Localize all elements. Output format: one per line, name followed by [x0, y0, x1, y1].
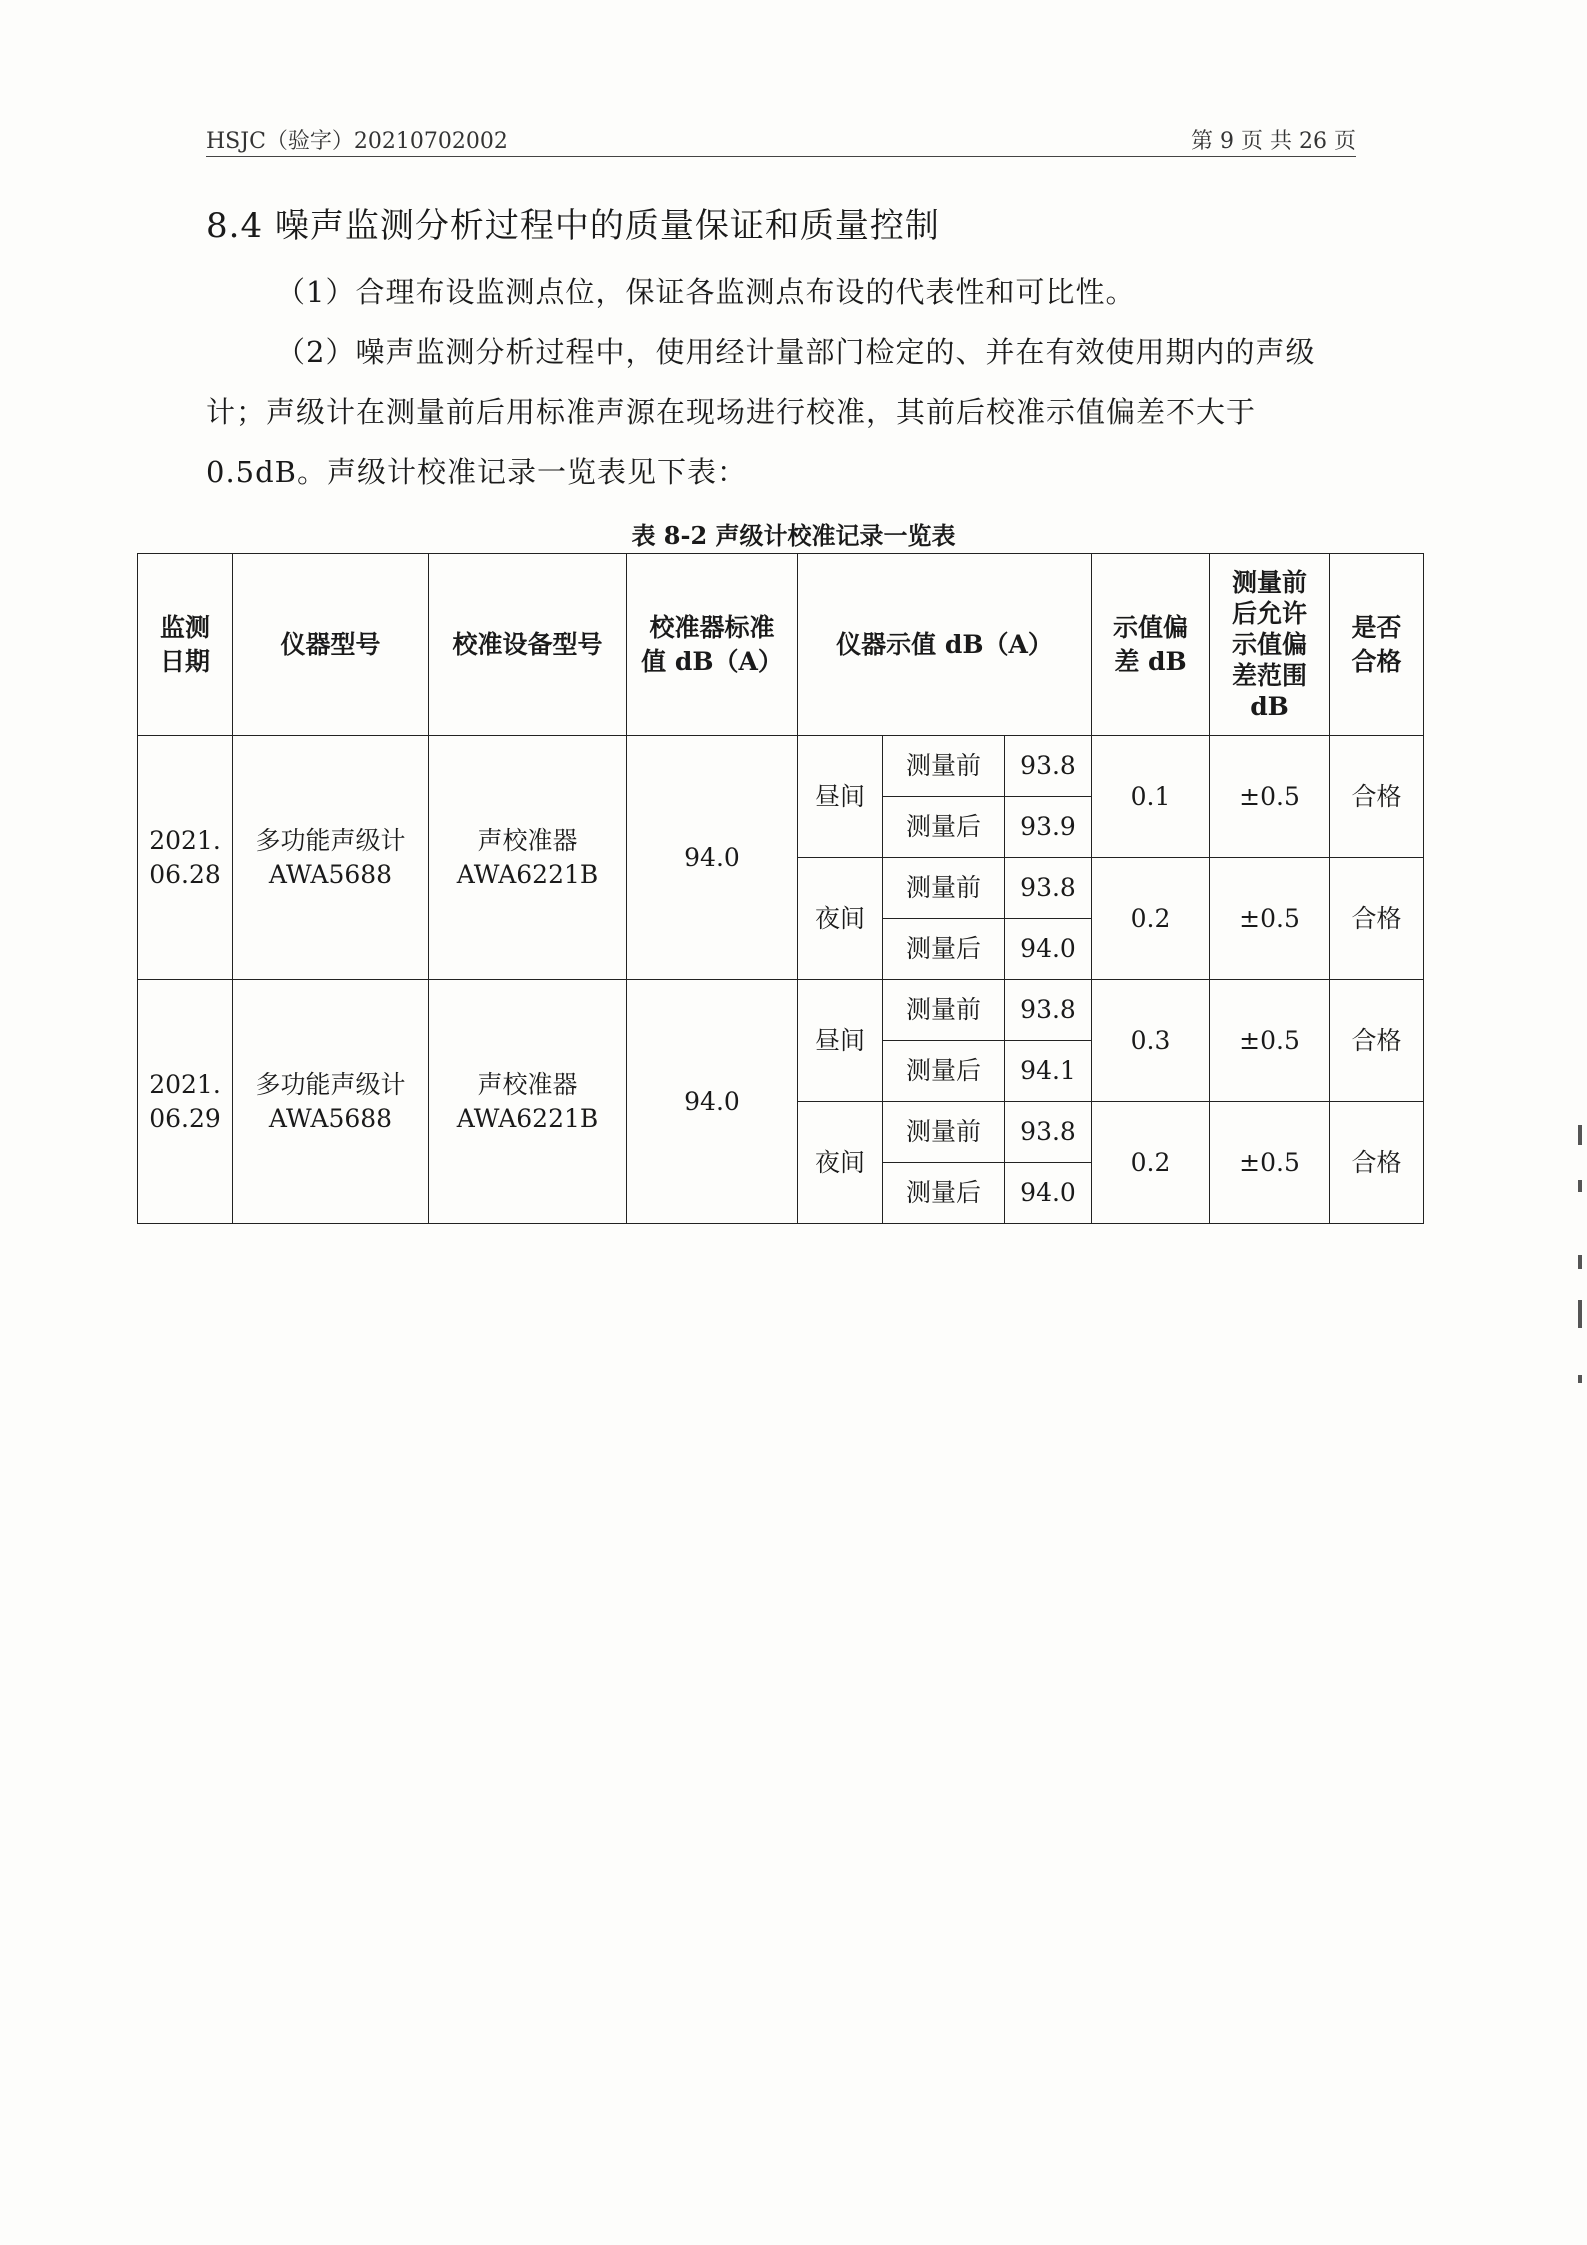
cell-before-value: 93.8 [1005, 980, 1092, 1041]
cell-after-value: 93.9 [1005, 797, 1092, 858]
cell-instrument: 多功能声级计 AWA5688 [233, 736, 429, 980]
cell-deviation: 0.2 [1092, 1102, 1210, 1224]
section-title: 8.4 噪声监测分析过程中的质量保证和质量控制 [206, 206, 940, 246]
cell-std-value: 94.0 [627, 736, 798, 980]
header-calibrator: 校准设备型号 [429, 554, 627, 736]
cell-period: 夜间 [798, 1102, 883, 1224]
scan-artifact [1578, 1300, 1582, 1328]
cell-allowed: ±0.5 [1210, 980, 1330, 1102]
header-allowed-range: 测量前 后允许 示值偏 差范围 dB [1210, 554, 1330, 736]
cell-calibrator: 声校准器 AWA6221B [429, 980, 627, 1224]
cell-before-label: 测量前 [883, 980, 1005, 1041]
cell-after-label: 测量后 [883, 1163, 1005, 1224]
paragraph-1: （1）合理布设监测点位，保证各监测点布设的代表性和可比性。 [276, 275, 1136, 309]
cell-after-value: 94.0 [1005, 919, 1092, 980]
cell-date: 2021. 06.28 [138, 736, 233, 980]
header-date: 监测 日期 [138, 554, 233, 736]
cell-allowed: ±0.5 [1210, 858, 1330, 980]
cell-pass: 合格 [1330, 980, 1424, 1102]
cell-pass: 合格 [1330, 1102, 1424, 1224]
header-std-value: 校准器标准 值 dB（A） [627, 554, 798, 736]
table-row [138, 980, 1424, 1041]
cell-deviation: 0.1 [1092, 736, 1210, 858]
cell-pass: 合格 [1330, 736, 1424, 858]
page-number: 第 9 页 共 26 页 [1191, 129, 1356, 154]
document-number: HSJC（验字）20210702002 [206, 129, 508, 154]
cell-before-label: 测量前 [883, 1102, 1005, 1163]
header-pass: 是否 合格 [1330, 554, 1424, 736]
header-deviation: 示值偏 差 dB [1092, 554, 1210, 736]
scan-artifact [1578, 1255, 1582, 1269]
cell-after-label: 测量后 [883, 919, 1005, 980]
cell-allowed: ±0.5 [1210, 736, 1330, 858]
table-row [138, 736, 1424, 797]
cell-deviation: 0.3 [1092, 980, 1210, 1102]
header-reading: 仪器示值 dB（A） [798, 554, 1092, 736]
cell-date: 2021. 06.29 [138, 980, 233, 1224]
cell-before-label: 测量前 [883, 736, 1005, 797]
cell-before-label: 测量前 [883, 858, 1005, 919]
cell-after-label: 测量后 [883, 1041, 1005, 1102]
cell-before-value: 93.8 [1005, 858, 1092, 919]
cell-period: 昼间 [798, 736, 883, 858]
header-instrument: 仪器型号 [233, 554, 429, 736]
cell-instrument: 多功能声级计 AWA5688 [233, 980, 429, 1224]
cell-allowed: ±0.5 [1210, 1102, 1330, 1224]
cell-period: 夜间 [798, 858, 883, 980]
scan-artifact [1578, 1125, 1582, 1145]
paragraph-2: （2）噪声监测分析过程中，使用经计量部门检定的、并在有效使用期内的声级计；声级计在测量前后用标准声源在现场进行校准，其前后校准示值偏差不大于0.5dB。声级计校准记录一览表见下表： [206, 335, 1316, 489]
page-header [206, 120, 1356, 157]
cell-calibrator: 声校准器 AWA6221B [429, 736, 627, 980]
calibration-table [137, 553, 1424, 1224]
cell-after-label: 测量后 [883, 797, 1005, 858]
scan-artifact [1578, 1375, 1582, 1383]
cell-period: 昼间 [798, 980, 883, 1102]
cell-before-value: 93.8 [1005, 736, 1092, 797]
cell-after-value: 94.1 [1005, 1041, 1092, 1102]
table-caption: 表 8-2 声级计校准记录一览表 [631, 521, 956, 550]
table-header-row [138, 554, 1424, 736]
cell-before-value: 93.8 [1005, 1102, 1092, 1163]
scan-artifact [1578, 1180, 1582, 1192]
cell-std-value: 94.0 [627, 980, 798, 1224]
cell-after-value: 94.0 [1005, 1163, 1092, 1224]
cell-deviation: 0.2 [1092, 858, 1210, 980]
cell-pass: 合格 [1330, 858, 1424, 980]
